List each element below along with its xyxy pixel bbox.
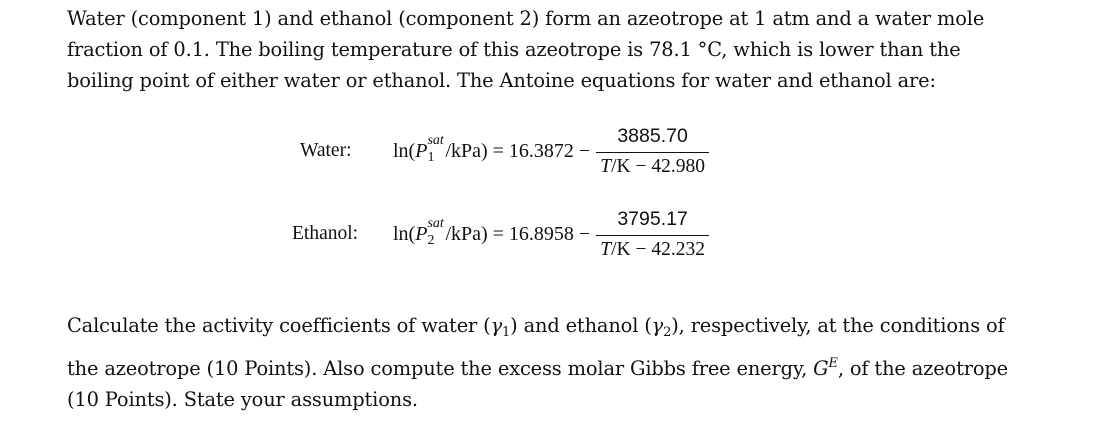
fraction-water bbox=[596, 125, 709, 178]
sat-superscript: sat bbox=[427, 133, 444, 148]
question-text: ) and ethanol ( bbox=[510, 314, 652, 337]
intro-line-2: fraction of 0.1. The boiling temperature of this azeotrope is 78.1 °C, which is lower than the bbox=[67, 38, 961, 61]
pressure-scripts bbox=[427, 133, 445, 165]
intro-line-1: Water (component 1) and ethanol (component 2) form an azeotrope at 1 atm and a water mole bbox=[67, 7, 985, 30]
excess-superscript: E bbox=[828, 356, 838, 371]
component-subscript: 2 bbox=[427, 233, 435, 248]
gamma-subscript-2: 2 bbox=[663, 325, 672, 340]
denominator-rest: /K − 42.232 bbox=[611, 238, 705, 260]
question-line-3: (10 Points). State your assumptions. bbox=[67, 388, 418, 411]
equation-label-water: Water: bbox=[300, 140, 352, 161]
question-text: ), respectively, at the conditions of bbox=[671, 314, 1005, 337]
question-text: Calculate the activity coefficients of water ( bbox=[67, 314, 491, 337]
gamma-symbol: γ bbox=[490, 314, 503, 337]
fraction-denominator bbox=[596, 152, 709, 178]
fraction-ethanol bbox=[596, 208, 709, 261]
equation-lhs-rest: /kPa) = 16.3872 − bbox=[445, 139, 591, 162]
fraction-denominator bbox=[596, 235, 709, 261]
question-text: , of the azeotrope bbox=[837, 357, 1008, 380]
question-line-1 bbox=[67, 310, 1027, 348]
gamma-symbol: γ bbox=[651, 314, 664, 337]
gibbs-variable: G bbox=[813, 357, 829, 380]
equation-label-ethanol: Ethanol: bbox=[292, 223, 359, 244]
intro-line-3: boiling point of either water or ethanol. The Antoine equations for water and ethanol are: bbox=[67, 69, 936, 92]
pressure-scripts bbox=[427, 216, 445, 248]
equation-lhs-rest: /kPa) = 16.8958 − bbox=[445, 222, 591, 245]
pressure-variable: P bbox=[415, 139, 428, 162]
antoine-equation-ethanol bbox=[292, 199, 709, 269]
question-paragraph bbox=[67, 310, 1027, 415]
fraction-numerator: 3885.70 bbox=[617, 124, 688, 147]
component-subscript: 1 bbox=[427, 150, 435, 165]
equation-body-water bbox=[393, 125, 709, 178]
equation-body-ethanol bbox=[393, 208, 709, 261]
sat-superscript: sat bbox=[427, 216, 444, 231]
temperature-variable: T bbox=[600, 238, 612, 260]
question-line-2 bbox=[67, 348, 1027, 384]
denominator-rest: /K − 42.980 bbox=[611, 155, 705, 177]
gamma-subscript-1: 1 bbox=[502, 325, 511, 340]
ln-function: ln( bbox=[393, 222, 416, 245]
temperature-variable: T bbox=[600, 155, 612, 177]
antoine-equation-water bbox=[300, 116, 709, 186]
question-text: the azeotrope (10 Points). Also compute the excess molar Gibbs free energy, bbox=[67, 357, 814, 380]
intro-paragraph bbox=[67, 3, 1027, 96]
pressure-variable: P bbox=[415, 222, 428, 245]
fraction-numerator: 3795.17 bbox=[617, 207, 688, 230]
ln-function: ln( bbox=[393, 139, 416, 162]
